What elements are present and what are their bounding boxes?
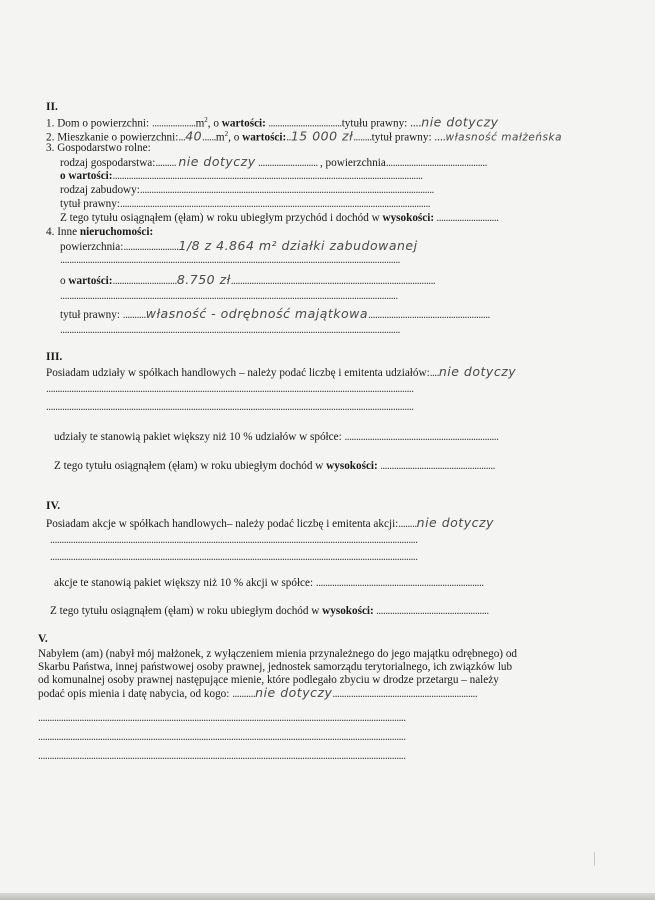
shares-package-row (54, 430, 655, 444)
farm-buildings-row (60, 183, 655, 197)
stocks-row (46, 516, 655, 531)
stocks-label: Posiadam akcje w spółkach handlowych– należy podać liczbę i emitenta akcji: (46, 518, 399, 530)
stocks-income-bold: wysokości: (322, 605, 374, 617)
farm-income-amount-label: wysokości: (382, 212, 435, 224)
flat-area-label: 2. Mieszkanie o powierzchni: (46, 131, 179, 144)
house-o-label: , o (207, 117, 222, 130)
acquired-text-1 (38, 647, 655, 661)
farm-buildings-label: rodzaj zabudowy: (60, 184, 140, 196)
dots: ................................................................................................................................................................ (38, 731, 406, 743)
dots: ................................................................................................................................................... (60, 290, 398, 302)
section-iii-heading: III. (46, 351, 63, 363)
other-property-heading-row (46, 225, 655, 239)
dots: .................................................................................................................................................... (60, 254, 400, 266)
flat-value-label: wartości: (242, 131, 287, 144)
unit-sup: 2 (204, 116, 208, 124)
dots: ...... (202, 131, 216, 144)
flat-title-label: tytuł prawny: .... (371, 131, 446, 144)
farm-area-label: , powierzchnia (319, 157, 386, 169)
dots: ......................................................................... (315, 577, 484, 589)
stocks-package-row (54, 576, 655, 590)
acquired-text-line-2: Skarbu Państwa, innej państwowej osoby prawnej, jednostek samorządu terytorialnego, ich związków lub (38, 661, 513, 673)
farm-heading-row (46, 141, 655, 155)
other-property-value-row (60, 273, 655, 288)
other-property-title-row (60, 307, 655, 322)
dots: ............................ (112, 275, 177, 287)
other-property-label: 4. Inne (46, 226, 80, 238)
dots: ................................................................................................................................................................ (38, 750, 406, 762)
dots: ............................................................... (332, 688, 478, 700)
dots: ................................................................................................................................................................ (50, 534, 418, 546)
flat-area-handwritten: 40 (185, 128, 203, 144)
acquired-dots-1 (38, 711, 655, 725)
other-title-label: tytuł prawny: (60, 309, 123, 321)
other-title-handwritten: własność - odrębność majątkowa (145, 306, 369, 321)
dots: ......................................................................................... (230, 275, 436, 287)
shares-dots-1 (46, 382, 655, 396)
dots: .......... (232, 688, 256, 700)
acquired-dots-2 (38, 730, 655, 744)
section-iv-heading: IV. (46, 500, 61, 512)
farm-title-label: tytuł prawny: (60, 198, 120, 210)
dots: ................................................................................................................................................................ (50, 551, 418, 563)
farm-heading: 3. Gospodarstwo rolne: (46, 142, 151, 154)
acquired-text-2 (38, 660, 655, 674)
dots: ................................................................... (344, 431, 499, 443)
farm-type-handwritten: nie dotyczy (178, 154, 256, 169)
farm-type-label: rodzaj gospodarstwa: (60, 157, 156, 169)
dots: ....................................................................................................................................... (119, 198, 431, 210)
acquired-desc-row (38, 686, 655, 701)
house-value-label: wartości: (221, 117, 266, 130)
dots: ................................................................................................................................................................ (46, 401, 414, 413)
shares-package-label: udziały te stanowią pakiet większy niż 10 % udziałów w spółce: (54, 431, 345, 443)
stocks-dots-2 (50, 550, 655, 564)
dots: ........ (353, 131, 372, 144)
other-area-label: powierzchnia: (60, 241, 124, 253)
dots: ......... (155, 157, 179, 169)
farm-income-label: Z tego tytułu osiągnąłem (ęłam) w roku ubiegłym przychód i dochód w (60, 212, 383, 224)
house-title-handwritten: nie dotyczy (421, 114, 499, 130)
acquired-text-line-3: od komunalnej osoby prawnej następujące mienie, które podlegało zbyciu w drodze przetargu – należy (38, 674, 499, 686)
house-value-field: ................................ (265, 117, 342, 130)
other-property-area-row (60, 239, 655, 254)
farm-value-label: o wartości: (60, 170, 113, 182)
scan-bottom-edge (0, 893, 655, 900)
shares-income-bold: wysokości: (326, 460, 378, 472)
dots: ........................... (434, 212, 499, 224)
dots: ................................................................................................................................................................ (38, 712, 406, 724)
scan-artifact (594, 852, 595, 866)
dots: ... (178, 131, 186, 144)
section-ii-heading: II. (46, 101, 58, 113)
dots: .. (286, 131, 291, 144)
stocks-package-label: akcje te stanowią pakiet większy niż 10 % akcji w spółce: (54, 577, 316, 589)
acquired-dots-3 (38, 749, 655, 763)
other-property-dots-row-2 (60, 289, 655, 303)
other-property-dots-row (60, 253, 655, 267)
dots: ................................................................................................................................................................ (46, 383, 414, 395)
flat-o-label: , o (228, 131, 243, 144)
dots: ..................................................... (368, 309, 490, 321)
shares-income-label: Z tego tytułu osiągnąłem (ęłam) w roku ubiegłym dochód w (54, 460, 327, 472)
other-property-bold: nieruchomości: (79, 226, 154, 238)
unit-sup: 2 (224, 130, 229, 138)
dots: ............................................ (385, 157, 487, 169)
shares-dots-2 (46, 400, 655, 414)
dots: ................................................................................................................................ (139, 184, 434, 196)
unit-m: m (215, 131, 225, 144)
acquired-desc-label: podać opis mienia i datę nabycia, od kogo: (38, 688, 233, 700)
other-property-dots-row-3 (60, 323, 655, 337)
dots: ................................................. (373, 605, 489, 617)
acquired-handwritten: nie dotyczy (255, 685, 333, 700)
other-area-handwritten: 1/8 z 4.864 m² działki zabudowanej (178, 238, 418, 253)
other-value-label: wartości: (68, 275, 113, 287)
dots: .... (429, 367, 439, 379)
farm-title-row (60, 197, 655, 211)
house-title-label: tytułu prawny: .... (341, 117, 422, 130)
other-o-label: o (60, 275, 69, 287)
unit-m: m (195, 117, 205, 130)
farm-value-row (60, 169, 655, 183)
dots: .................................................................................................................................................... (60, 324, 400, 336)
dots: .......... (122, 309, 146, 321)
dots: ....................................................................................................................................... (112, 170, 423, 182)
shares-row (46, 365, 655, 380)
dots: ........................ (123, 241, 179, 253)
farm-income-row (60, 211, 655, 225)
shares-label: Posiadam udziały w spółkach handlowych – należy podać liczbę i emitenta udziałów: (46, 367, 430, 379)
dots: ........ (398, 518, 417, 530)
shares-handwritten: nie dotyczy (438, 364, 517, 379)
dots: .......................... (255, 157, 320, 169)
stocks-dots-1 (50, 533, 655, 547)
stocks-income-label: Z tego tytułu osiągnąłem (ęłam) w roku ubiegłym dochód w (50, 605, 323, 617)
flat-value-handwritten: 15 000 zł (290, 128, 354, 144)
acquired-text-3 (38, 673, 655, 687)
other-value-handwritten: 8.750 zł (176, 272, 231, 287)
section-v-heading: V. (38, 633, 48, 645)
stocks-income-row (50, 604, 655, 618)
dots: .................................................. (377, 460, 495, 472)
flat-title-handwritten: własność małżeńska (445, 131, 563, 144)
stocks-handwritten: nie dotyczy (416, 515, 494, 530)
shares-income-row (54, 459, 655, 473)
acquired-text-line-1: Nabyłem (am) (nabył mój małżonek, z wyłączeniem mienia przynależnego do jego majątku odrębnego) od (38, 648, 518, 660)
house-area-field: ................... (151, 117, 196, 130)
farm-type-row (60, 155, 655, 170)
house-area-label: 1. Dom o powierzchni: (46, 117, 152, 130)
